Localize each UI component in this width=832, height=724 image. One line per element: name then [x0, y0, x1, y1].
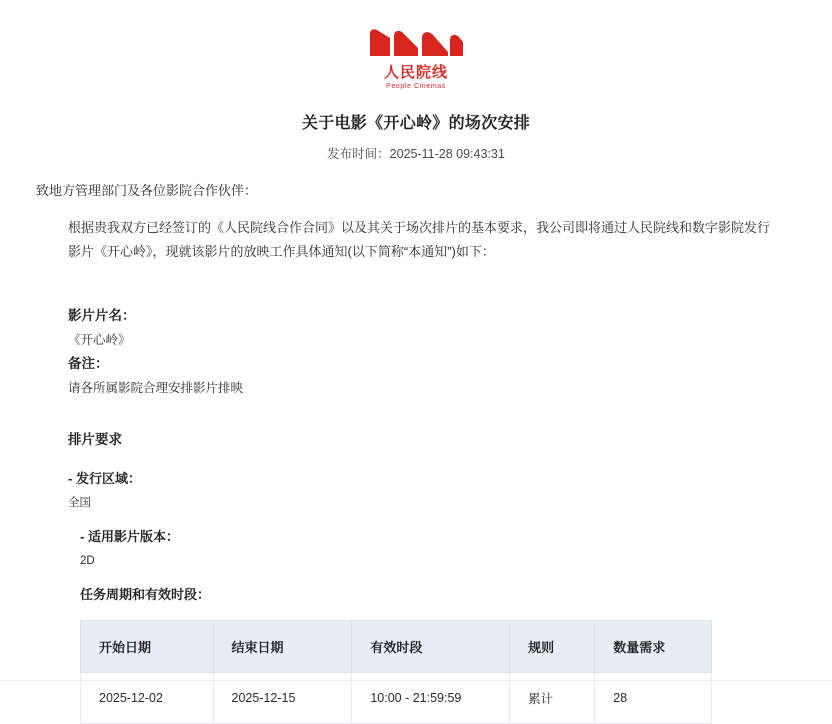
intro-paragraph: 根据贵我双方已经签订的《人民院线合作合同》以及其关于场次排片的基本要求，我公司即将通过人民院线和数字影院发行影片《开心岭》，现就该影片的放映工作具体通知(以下简称“本通知”)如下：	[68, 220, 771, 259]
logo-chinese-name: 人民院线	[383, 64, 448, 81]
region-value: 全国	[68, 497, 91, 509]
page-title: 关于电影《开心岭》的场次安排	[301, 115, 531, 132]
footer-divider	[0, 680, 832, 681]
table-cell-quantity: 28	[595, 673, 712, 724]
version-label: - 适用影片版本：	[80, 529, 179, 544]
film-name-value: 《开心岭》	[68, 333, 131, 347]
film-name-label: 影片片名：	[68, 308, 136, 323]
table-cell-end-date: 2025-12-15	[213, 673, 352, 724]
film-remark-value: 请各所属影院合理安排影片排映	[68, 381, 244, 395]
table-cell-rule: 累计	[510, 673, 595, 724]
table-header-cell: 开始日期	[81, 621, 214, 673]
period-label: 任务周期和有效时段：	[80, 587, 211, 602]
film-remark-label: 备注：	[68, 356, 109, 371]
publish-time-value: 2025-11-28 09:43:31	[389, 147, 505, 161]
requirements-section	[36, 428, 792, 606]
version-value: 2D	[80, 555, 95, 567]
publish-time	[0, 144, 832, 162]
table-cell-time-range: 10:00 - 21:59:59	[352, 673, 510, 724]
salutation: 致地方管理部门及各位影院合作伙伴：	[36, 183, 258, 198]
table-header-cell: 结束日期	[213, 621, 352, 673]
table-header-cell: 规则	[510, 621, 595, 673]
publish-time-label: 发布时间：	[327, 147, 390, 161]
table-cell-start-date: 2025-12-02	[81, 673, 214, 724]
requirements-heading: 排片要求	[68, 432, 122, 447]
people-cinemas-logo-icon	[364, 26, 468, 64]
region-label: - 发行区域：	[68, 471, 141, 486]
film-info-section	[36, 304, 792, 400]
document-body	[0, 180, 832, 724]
table-header-cell: 有效时段	[352, 621, 510, 673]
table-header-cell: 数量需求	[595, 621, 712, 673]
logo-english-name: People Cinemas	[386, 83, 446, 90]
schedule-table	[80, 620, 712, 724]
schedule-table-wrapper	[36, 620, 792, 724]
table-header-row	[81, 621, 712, 673]
brand-logo	[0, 0, 832, 88]
